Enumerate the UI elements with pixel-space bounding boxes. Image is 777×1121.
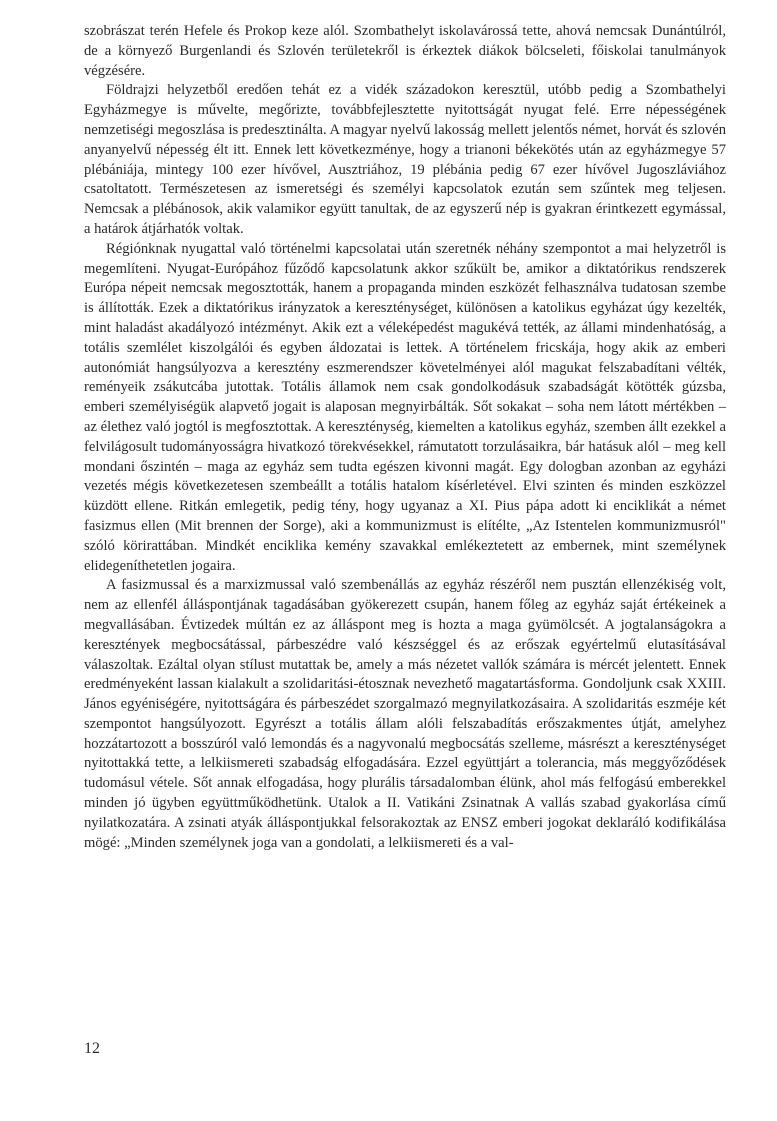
page-number: 12 — [84, 1040, 100, 1057]
paragraph-1: szobrászat terén Hefele és Prokop keze alól. Szombathelyt iskolavárossá tette, ahová nemcsak Dunántúlról, de a környező Burgenlandi és Szlovén területekről is érkeztek diákok bölcseleti, főiskolai tanulmányok végzésére. — [84, 23, 726, 79]
paragraph-3: Régiónknak nyugattal való történelmi kapcsolatai után szeretnék néhány szempontot a mai helyzetről is megemlíteni. Nyugat-Európához fűződő kapcsolatunk akkor szűkült be, amikor a diktatórikus rendszerek Európa népeit nemcsak megosztották, hanem a propaganda minden eszközét felhasználva tudatosan szembe is állították. Ezek a diktatórikus irányzatok a kereszténységet, különösen a katolikus egyházat úgy kezelték, mint haladást akadályozó intézményt. Akik ezt a véleképedést magukévá tették, az állami mindenhatóság, a totális szemlélet kiszolgálói és egyben áldozatai is lettek. A történelem fricskája, hogy akik az emberi autonómiát hangsúlyozva a keresztény eszmerendszer követelményei alól magukat felszabadítani vélték, reményeik zsákutcába jutottak. Totális államok nem csak gondolkodásuk szabadságát kötötték gúzsba, emberi személyiségük alapvető jogait is alaposan megnyirbálták. Sőt sokakat – soha nem látott mértékben – az élethez való jogtól is megfosztottak. A kereszténység, kiemelten a katolikus egyház, szemben állt ezekkel a felvilágosult tudományosságra hivatkozó törekvésekkel, rámutatott torzulásaikra, bár hatásuk alól – meg kell mondani őszintén – maga az egyház sem tudta egészen kivonni magát. Egy dologban azonban az egyházi vezetés mégis következetesen szembeállt a totális hatalom kísérletével. Elvi szinten és minden eszközzel küzdött ellene. Ritkán emlegetik, pedig tény, hogy ugyanaz a XI. Pius pápa adott ki enciklikát a német fasizmus ellen (Mit brennen der Sorge), aki a kommunizmust is elítélte, „Az Istentelen kommunizmusról" szóló körirattában. Mindkét enciklika kemény szavakkal emlékeztetett az embernek, mint személynek elidegeníthetetlen jogaira. — [84, 240, 726, 574]
document-body — [84, 22, 726, 853]
paragraph-2: Földrajzi helyzetből eredően tehát ez a vidék századokon keresztül, utóbb pedig a Szombathelyi Egyházmegye is művelte, megőrizte, továbbfejlesztette nyitottságát nyugat felé. Erre népességének nemzetiségi megoszlása is predesztinálta. A magyar nyelvű lakosság mellett jelentős német, horvát és szlovén anyanyelvű népesség élt itt. Ennek lett következménye, hogy a trianoni békekötés után az egyházmegye 57 plébániája, mintegy 100 ezer hívővel, Ausztriához, 19 plébánia pedig 67 ezer hívővel Jugoszláviához csatoltatott. Természetesen az ismeretségi és személyi kapcsolatok ezután sem szűntek meg teljesen. Nemcsak a plébánosok, akik valamikor együtt tanultak, de az egyszerű nép is gyakran érintkezett egymással, a határok átjárhatók voltak. — [84, 82, 726, 237]
paragraph-4: A fasizmussal és a marxizmussal való szembenállás az egyház részéről nem pusztán ellenzékiség volt, nem az ellenfél álláspontjának tagadásában gyökerezett csupán, hanem főleg az egyház saját értékeinek a megvallásában. Évtizedek múltán ez az álláspont meg is hozta a maga gyümölcsét. A jogtalanságokra a keresztények megbocsátással, párbeszédre való készséggel és az erőszak egyértelmű elutasításával válaszoltak. Ezáltal olyan stílust mutattak be, amely a más nézetet vallók számára is mércét jelentett. Ennek eredményeként lassan kialakult a szolidaritási-étosznak nevezhető magatartásforma. Gondoljunk csak XXIII. János egyéniségére, nyitottságára és párbeszédet szorgalmazó megnyilatkozásaira. A szolidaritás eszméje két szempontot hangsúlyozott. Egyrészt a totális állam alóli felszabadítás erőszakmentes útját, amelyhez hozzátartozott a bosszúról való lemondás és a nagyvonalú megbocsátás szelleme, másrészt a kereszténységet nyitottakká tette, a lelkiismereti szabadság elfogadására. Ezzel együttjárt a tolerancia, más meggyőződések tudomásul vétele. Sőt annak elfogadása, hogy plurális társadalomban élünk, ahol más felfogású emberekkel minden jó ügyben együttműködhetünk. Utalok a II. Vatikáni Zsinatnak A vallás szabad gyakorlása című nyilatkozatára. A zsinati atyák álláspontjukkal felsorakoztak az ENSZ emberi jogokat deklaráló kodifikálása mögé: „Minden személynek joga van a gondolati, a lelkiismereti és a val- — [84, 577, 726, 851]
